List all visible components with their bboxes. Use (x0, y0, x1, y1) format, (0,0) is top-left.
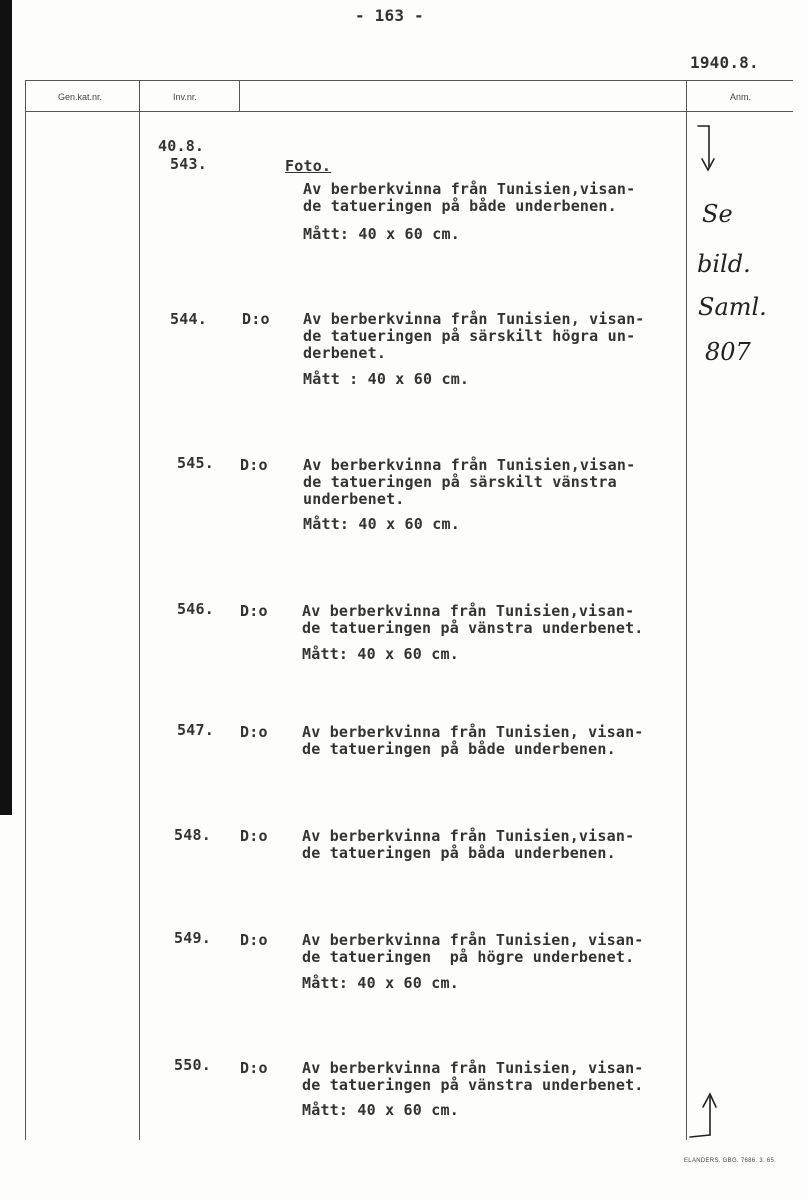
inv-number: 546. (177, 600, 214, 618)
binding-edge (0, 0, 12, 815)
description-line: Av berberkvinna från Tunisien,visan- (302, 827, 635, 845)
size-line: Mått : 40 x 60 cm. (303, 370, 470, 388)
ditto-mark: D:o (240, 931, 268, 949)
description-line: de tatueringen på högre underbenet. (302, 948, 635, 966)
ditto-mark: D:o (240, 456, 268, 474)
description-line: Av berberkvinna från Tunisien, visan- (302, 931, 644, 949)
description-line: derbenet. (303, 344, 387, 362)
column-rule-inv (239, 80, 240, 111)
inv-number: 548. (174, 826, 211, 844)
size-line: Mått: 40 x 60 cm. (302, 1101, 459, 1119)
column-header-anm: Anm. (730, 92, 752, 102)
ditto-mark: D:o (242, 310, 270, 328)
description-line: de tatueringen på vänstra underbenet. (302, 1076, 644, 1094)
description-line: de tatueringen på båda underbenen. (302, 844, 616, 862)
inv-number: 545. (177, 454, 214, 472)
description-line: de tatueringen på både underbenen. (303, 197, 617, 215)
up-arrow-icon (686, 1085, 736, 1145)
annotation-bild: bild. (697, 250, 751, 278)
column-header-gen-kat-nr: Gen.kat.nr. (58, 92, 103, 102)
description-line: de tatueringen på både underbenen. (302, 740, 616, 758)
size-line: Mått: 40 x 60 cm. (303, 515, 460, 533)
description-line: Av berberkvinna från Tunisien, visan- (303, 310, 645, 328)
inv-number: 550. (174, 1056, 211, 1074)
size-line: Mått: 40 x 60 cm. (303, 225, 460, 243)
size-line: Mått: 40 x 60 cm. (302, 645, 459, 663)
ditto-mark: D:o (240, 827, 268, 845)
description-line: Av berberkvinna från Tunisien,visan- (303, 456, 636, 474)
ditto-mark: D:o (240, 723, 268, 741)
header-bottom-rule (26, 111, 793, 112)
column-rule-left (25, 80, 26, 1140)
date-reference: 40.8. (158, 137, 205, 155)
inv-number: 549. (174, 929, 211, 947)
inv-number: 543. (170, 155, 207, 173)
description-line: Av berberkvinna från Tunisien, visan- (302, 1059, 644, 1077)
annotation-number: 807 (705, 338, 751, 366)
description-line: underbenet. (303, 490, 405, 508)
inv-number: 547. (177, 721, 214, 739)
year-reference: 1940.8. (690, 53, 759, 72)
size-line: Mått: 40 x 60 cm. (302, 974, 459, 992)
description-line: Av berberkvinna från Tunisien, visan- (302, 723, 644, 741)
column-rule-anm (686, 80, 687, 1140)
ditto-mark: D:o (240, 602, 268, 620)
annotation-saml: Saml. (698, 293, 767, 321)
description-line: de tatueringen på vänstra underbenet. (302, 619, 644, 637)
down-arrow-icon (686, 115, 736, 180)
description-line: Av berberkvinna från Tunisien,visan- (303, 180, 636, 198)
ditto-mark: D:o (240, 1059, 268, 1077)
header-top-rule (26, 80, 793, 81)
annotation-se: Se (702, 200, 733, 228)
description-line: de tatueringen på särskilt vänstra (303, 473, 617, 491)
column-rule-gen (139, 80, 140, 1140)
description-line: Av berberkvinna från Tunisien,visan- (302, 602, 635, 620)
printer-footer: ELANDERS. GBG. 7686. 3. 65. (684, 1158, 777, 1164)
entry-heading: Foto. (285, 157, 332, 175)
column-header-inv-nr: Inv.nr. (173, 92, 197, 102)
page-number: - 163 - (355, 6, 424, 25)
description-line: de tatueringen på särskilt högra un- (303, 327, 636, 345)
inv-number: 544. (170, 310, 207, 328)
